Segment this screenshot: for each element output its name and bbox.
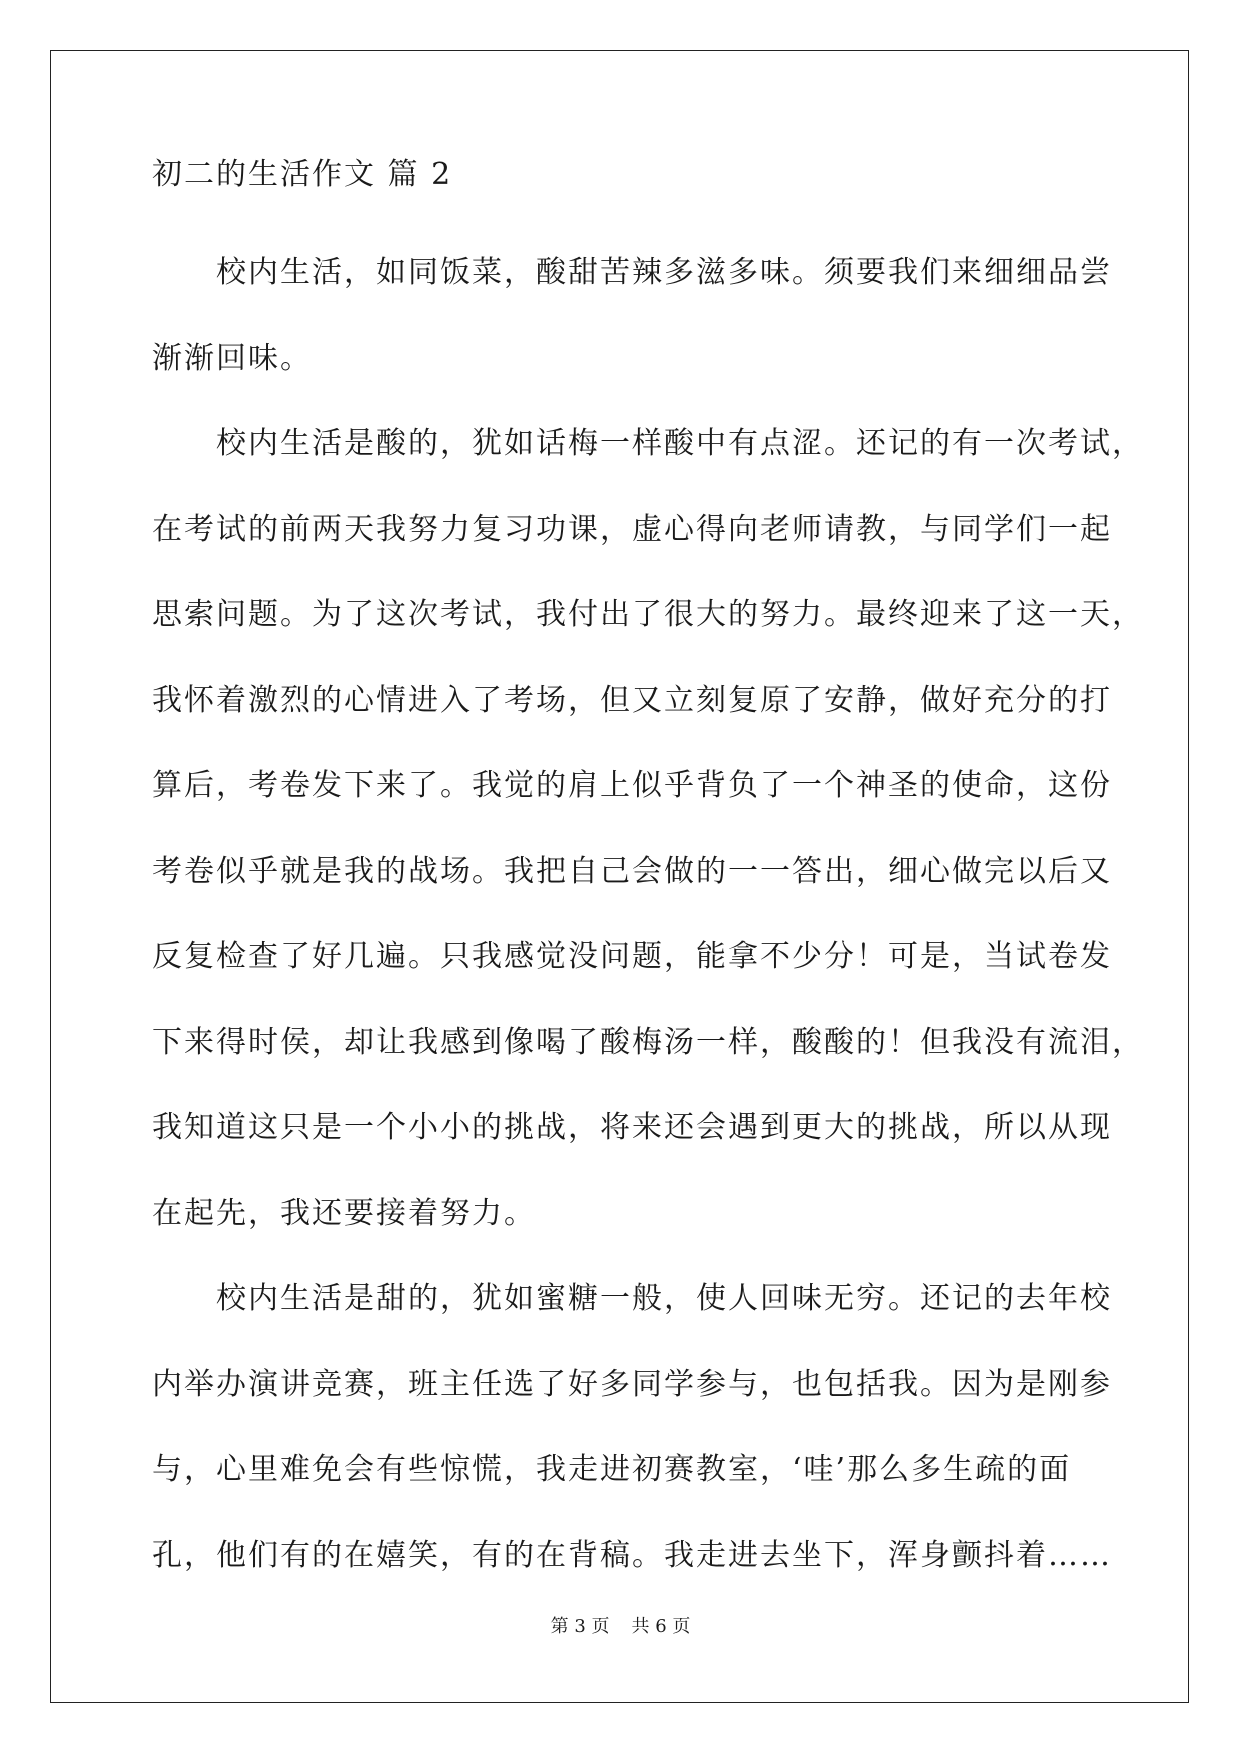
page-footer xyxy=(0,1612,1241,1638)
text-line: 下来得时侯，却让我感到像喝了酸梅汤一样，酸酸的！但我没有流泪， xyxy=(152,1024,1144,1060)
page-total: 共 6 页 xyxy=(631,1616,691,1637)
paragraph-3 xyxy=(152,1256,1112,1598)
text-line: 反复检查了好几遍。只我感觉没问题，能拿不少分！可是，当试卷发 xyxy=(152,939,1112,974)
text-line: 在起先，我还要接着努力。 xyxy=(152,1195,536,1231)
text-line: 与，心里难免会有些惊慌，我走进初赛教室，‘哇’那么多生疏的面 xyxy=(152,1452,1072,1487)
page-number: 第 3 页 xyxy=(550,1616,610,1637)
text-line: 在考试的前两天我努力复习功课，虚心得向老师请教，与同学们一起 xyxy=(152,511,1112,547)
text-line: 渐渐回味。 xyxy=(152,340,312,376)
document-body xyxy=(152,157,1144,1598)
text-line: 校内生活是甜的，犹如蜜糖一般，使人回味无穷。还记的去年校 xyxy=(216,1281,1112,1316)
document-title: 初二的生活作文 篇 2 xyxy=(152,157,453,192)
text-line: 我怀着激烈的心情进入了考场，但又立刻复原了安静，做好充分的打 xyxy=(152,682,1112,718)
text-line: 考卷似乎就是我的战场。我把自己会做的一一答出，细心做完以后又 xyxy=(152,853,1112,889)
text-line: 孔，他们有的在嬉笑，有的在背稿。我走进去坐下，浑身颤抖着…… xyxy=(152,1537,1112,1573)
text-line: 校内生活是酸的，犹如话梅一样酸中有点涩。还记的有一次考试， xyxy=(216,426,1144,461)
text-line: 算后，考卷发下来了。我觉的肩上似乎背负了一个神圣的使命，这份 xyxy=(152,768,1112,803)
text-line: 我知道这只是一个小小的挑战，将来还会遇到更大的挑战，所以从现 xyxy=(152,1110,1112,1145)
paragraph-2 xyxy=(152,401,1144,1256)
text-line: 校内生活，如同饭菜，酸甜苦辣多滋多味。须要我们来细细品尝 xyxy=(216,255,1112,290)
paragraph-1 xyxy=(152,230,1112,401)
text-line: 内举办演讲竞赛，班主任选了好多同学参与，也包括我。因为是刚参 xyxy=(152,1366,1112,1402)
text-line: 思索问题。为了这次考试，我付出了很大的努力。最终迎来了这一天， xyxy=(152,597,1144,632)
